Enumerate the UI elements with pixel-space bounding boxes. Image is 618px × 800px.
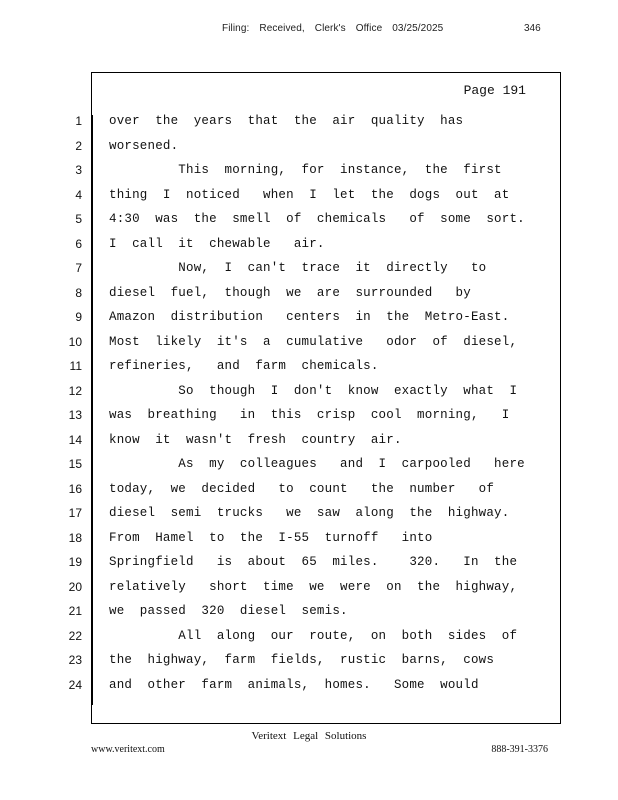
line-number: 8 (75, 285, 82, 300)
transcript-line: Now, I can't trace it directly to (109, 261, 487, 275)
stamp-office: Office (355, 23, 383, 34)
line-number: 24 (68, 677, 82, 692)
footer-company: Veritext Legal Solutions (251, 730, 367, 742)
transcript-line: relatively short time we were on the highway, (109, 579, 518, 594)
footer-phone: 888-391-3376 (491, 744, 548, 755)
page-label: Page 191 (463, 83, 526, 98)
line-number-column (60, 109, 82, 697)
line-number: 1 (75, 114, 82, 128)
line-number: 9 (75, 310, 82, 324)
transcript-line: thing I noticed when I let the dogs out at (109, 187, 510, 202)
line-number: 3 (75, 163, 82, 177)
transcript-line: worsened. (109, 138, 179, 153)
line-number: 23 (68, 653, 82, 667)
transcript-line: diesel semi trucks we saw along the highway. (109, 506, 510, 520)
transcript-line: and other farm animals, homes. Some would (109, 677, 479, 692)
transcript-line: As my colleagues and I carpooled here (109, 457, 525, 471)
line-number: 15 (68, 457, 82, 471)
stamp-date: 03/25/2025 (392, 23, 444, 34)
line-number: 2 (75, 138, 82, 153)
transcript-line: This morning, for instance, the first (109, 163, 502, 177)
stamp-clerks: Clerk's (314, 23, 346, 34)
transcript-line: I call it chewable air. (109, 236, 325, 251)
transcript-line: Springfield is about 65 miles. 320. In the (109, 555, 518, 569)
line-number: 12 (68, 383, 82, 398)
transcript-line: refineries, and farm chemicals. (109, 359, 379, 373)
left-margin-rule (92, 115, 93, 705)
line-number: 18 (68, 530, 82, 545)
line-number: 5 (75, 212, 82, 226)
filing-stamp (222, 23, 453, 34)
line-number: 4 (75, 187, 82, 202)
line-number: 22 (68, 628, 82, 643)
line-number: 17 (68, 506, 82, 520)
transcript-line: over the years that the air quality has (109, 114, 464, 128)
filing-page-number: 346 (524, 23, 541, 34)
transcript-line: today, we decided to count the number of (109, 481, 495, 496)
footer-website: www.veritext.com (91, 744, 165, 755)
line-number: 10 (68, 334, 82, 349)
line-number: 19 (68, 555, 82, 569)
line-number: 6 (75, 236, 82, 251)
transcript-body (109, 109, 559, 697)
transcript-line: So though I don't know exactly what I (109, 383, 518, 398)
line-number: 14 (68, 432, 82, 447)
line-number: 7 (75, 261, 82, 275)
line-number: 16 (68, 481, 82, 496)
transcript-line: know it wasn't fresh country air. (109, 432, 402, 447)
line-number: 13 (68, 408, 82, 422)
transcript-line: the highway, farm fields, rustic barns, cows (109, 653, 495, 667)
transcript-line: we passed 320 diesel semis. (109, 604, 348, 618)
transcript-line: Amazon distribution centers in the Metro-East. (109, 310, 510, 324)
stamp-received: Received, (259, 23, 305, 34)
transcript-line: diesel fuel, though we are surrounded by (109, 285, 471, 300)
transcript-line: Most likely it's a cumulative odor of diesel, (109, 334, 518, 349)
line-number: 20 (68, 579, 82, 594)
line-number: 21 (68, 604, 82, 618)
transcript-line: From Hamel to the I-55 turnoff into (109, 530, 433, 545)
stamp-filing: Filing: (222, 23, 250, 34)
transcript-line: All along our route, on both sides of (109, 628, 518, 643)
line-number: 11 (69, 359, 82, 373)
transcript-line: 4:30 was the smell of chemicals of some sort. (109, 212, 525, 226)
transcript-line: was breathing in this crisp cool morning, I (109, 408, 510, 422)
